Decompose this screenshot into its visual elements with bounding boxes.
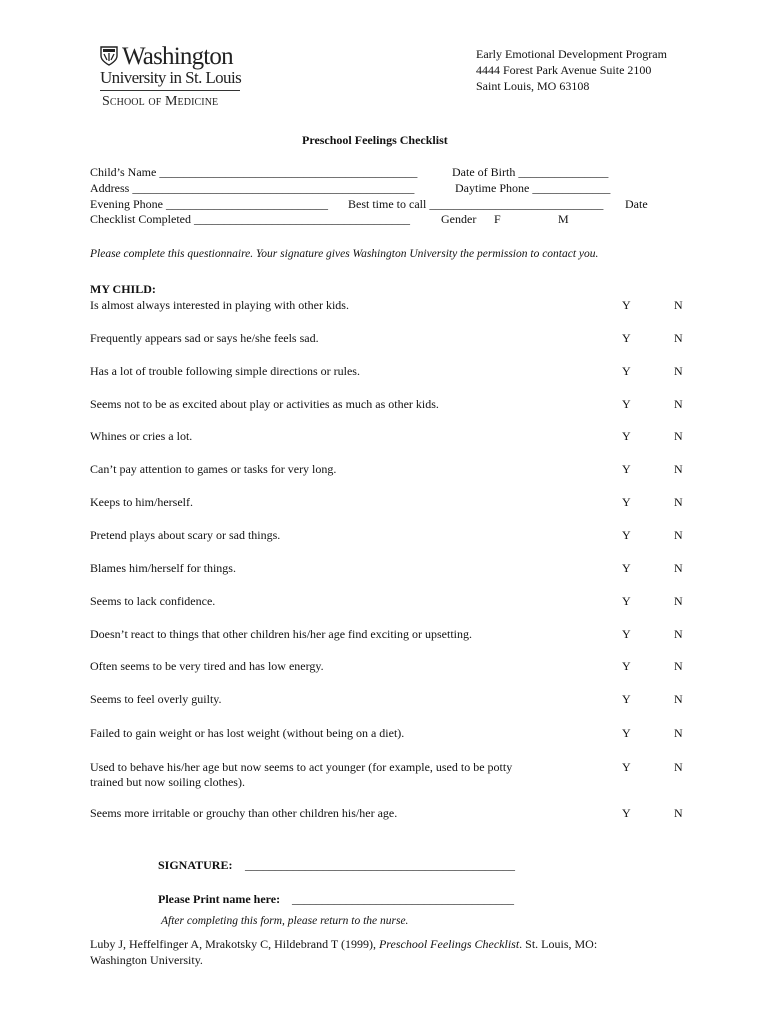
answer-yes-option[interactable]: Y <box>622 429 631 443</box>
address-field[interactable]: Address _______________________________________________ <box>90 181 415 195</box>
best-time-field[interactable]: Best time to call _____________________________ <box>348 197 604 211</box>
answer-yes-option[interactable]: Y <box>622 397 631 411</box>
answer-no-option[interactable]: N <box>674 528 683 542</box>
question-text: Used to behave his/her age but now seems to act younger (for example, used to be potty <box>90 760 513 774</box>
university-logo <box>100 44 250 114</box>
address-line-1: Early Emotional Development Program <box>476 47 667 61</box>
question-text: Blames him/herself for things. <box>90 561 236 575</box>
answer-no-option[interactable]: N <box>674 659 683 673</box>
answer-yes-option[interactable]: Y <box>622 462 631 476</box>
question-text: Has a lot of trouble following simple directions or rules. <box>90 364 360 378</box>
answer-yes-option[interactable]: Y <box>622 806 631 820</box>
date-of-birth-field[interactable]: Date of Birth _______________ <box>452 165 609 179</box>
answer-no-option[interactable]: N <box>674 298 683 312</box>
question-text: Seems more irritable or grouchy than other children his/her age. <box>90 806 398 820</box>
question-text: Frequently appears sad or says he/she feels sad. <box>90 331 319 345</box>
answer-no-option[interactable]: N <box>674 594 683 608</box>
answer-no-option[interactable]: N <box>674 692 683 706</box>
citation-line-1 <box>90 937 597 952</box>
logo-divider <box>100 90 240 91</box>
my-child-heading: MY CHILD: <box>90 282 156 296</box>
answer-no-option[interactable]: N <box>674 397 683 411</box>
question-text: Keeps to him/herself. <box>90 495 193 509</box>
page-title: Preschool Feelings Checklist <box>302 133 448 147</box>
citation-authors: Luby J, Heffelfinger A, Mrakotsky C, Hildebrand T (1999), <box>90 937 379 951</box>
signature-label: SIGNATURE: <box>158 858 233 872</box>
answer-no-option[interactable]: N <box>674 462 683 476</box>
answer-yes-option[interactable]: Y <box>622 331 631 345</box>
question-text: Seems not to be as excited about play or activities as much as other kids. <box>90 397 439 411</box>
answer-no-option[interactable]: N <box>674 806 683 820</box>
logo-washington: Washington <box>122 43 233 70</box>
question-text: Seems to lack confidence. <box>90 594 216 608</box>
answer-no-option[interactable]: N <box>674 495 683 509</box>
logo-school: School of Medicine <box>102 94 219 109</box>
answer-yes-option[interactable]: Y <box>622 760 631 774</box>
print-name-field[interactable]: _____________________________________ <box>292 892 514 906</box>
question-text: Doesn’t react to things that other children his/her age find exciting or upsetting. <box>90 627 473 641</box>
answer-no-option[interactable]: N <box>674 760 683 774</box>
gender-label: Gender <box>441 212 477 226</box>
citation-line-2: Washington University. <box>90 953 203 967</box>
address-line-2: 4444 Forest Park Avenue Suite 2100 <box>476 63 652 77</box>
question-text: Can’t pay attention to games or tasks for very long. <box>90 462 337 476</box>
childs-name-field[interactable]: Child’s Name ___________________________________________ <box>90 165 418 179</box>
question-text: Pretend plays about scary or sad things. <box>90 528 281 542</box>
answer-yes-option[interactable]: Y <box>622 298 631 312</box>
answer-no-option[interactable]: N <box>674 561 683 575</box>
logo-university: University in St. Louis <box>100 68 242 87</box>
daytime-phone-field[interactable]: Daytime Phone _____________ <box>455 181 611 195</box>
answer-no-option[interactable]: N <box>674 364 683 378</box>
question-text: Seems to feel overly guilty. <box>90 692 222 706</box>
citation-title: Preschool Feelings Checklist <box>378 937 520 951</box>
return-note: After completing this form, please return to the nurse. <box>161 915 409 927</box>
print-name-label: Please Print name here: <box>158 892 281 906</box>
question-text-continued: trained but now soiling clothes). <box>90 775 245 789</box>
question-text: Whines or cries a lot. <box>90 429 193 443</box>
answer-yes-option[interactable]: Y <box>622 627 631 641</box>
evening-phone-field[interactable]: Evening Phone ___________________________ <box>90 197 328 211</box>
answer-yes-option[interactable]: Y <box>622 495 631 509</box>
answer-yes-option[interactable]: Y <box>622 528 631 542</box>
gender-option-f[interactable]: F <box>494 212 501 226</box>
gender-option-m[interactable]: M <box>558 212 569 226</box>
signature-field[interactable]: _____________________________________________ <box>245 858 515 872</box>
question-text: Often seems to be very tired and has low energy. <box>90 659 324 673</box>
answer-no-option[interactable]: N <box>674 726 683 740</box>
question-text: Failed to gain weight or has lost weight (without being on a diet). <box>90 726 405 740</box>
answer-no-option[interactable]: N <box>674 331 683 345</box>
answer-yes-option[interactable]: Y <box>622 726 631 740</box>
answer-yes-option[interactable]: Y <box>622 594 631 608</box>
checklist-completed-field[interactable]: Checklist Completed ____________________________________ <box>90 212 410 226</box>
answer-yes-option[interactable]: Y <box>622 364 631 378</box>
answer-yes-option[interactable]: Y <box>622 659 631 673</box>
answer-no-option[interactable]: N <box>674 429 683 443</box>
question-text: Is almost always interested in playing with other kids. <box>90 298 349 312</box>
instruction-text: Please complete this questionnaire. Your signature gives Washington University the permission to contact you. <box>90 248 599 260</box>
answer-no-option[interactable]: N <box>674 627 683 641</box>
answer-yes-option[interactable]: Y <box>622 561 631 575</box>
citation-location: . St. Louis, MO: <box>519 937 598 951</box>
shield-icon <box>100 46 118 66</box>
address-line-3: Saint Louis, MO 63108 <box>476 79 590 93</box>
answer-yes-option[interactable]: Y <box>622 692 631 706</box>
date-label: Date <box>625 197 648 211</box>
